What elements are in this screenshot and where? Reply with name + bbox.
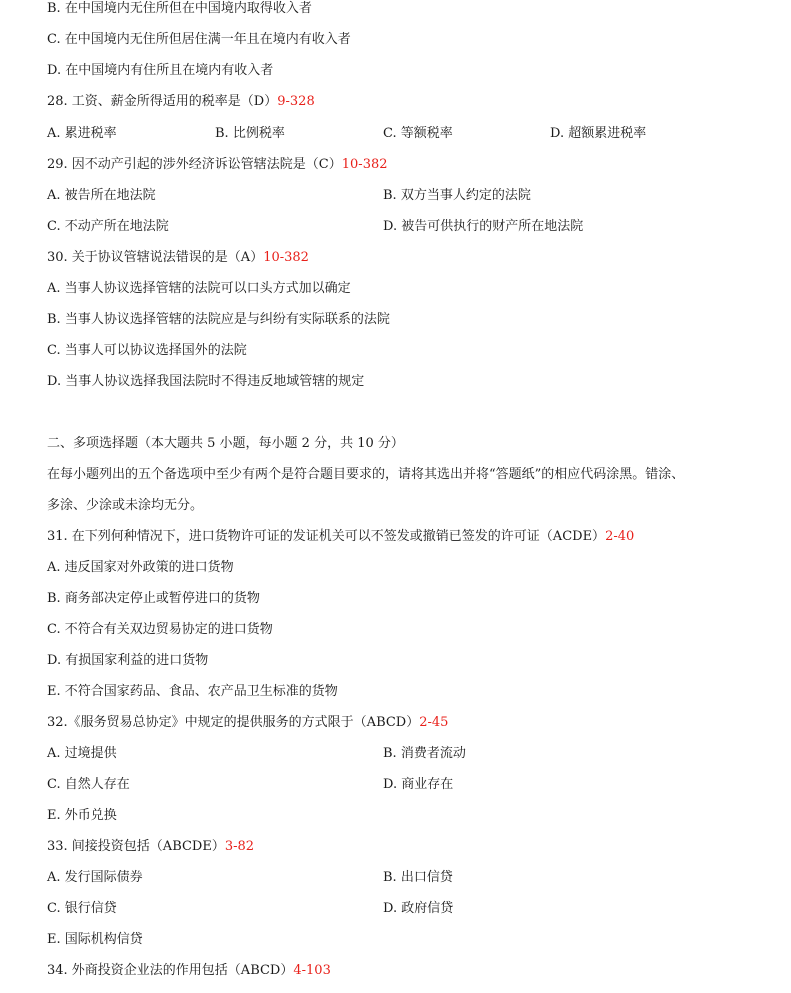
q27-option-c: C. 在中国境内无住所但居住满一年且在境内有收入者 — [47, 32, 351, 47]
q29-option-b: B. 双方当事人约定的法院 — [383, 188, 531, 203]
q28-question — [47, 93, 315, 111]
q31-option-b: B. 商务部决定停止或暂停进口的货物 — [47, 591, 260, 606]
q31-option-e: E. 不符合国家药品、食品、农产品卫生标准的货物 — [47, 684, 338, 699]
q33-option-b: B. 出口信贷 — [383, 870, 453, 885]
q30-option-c: C. 当事人可以协议选择国外的法院 — [47, 343, 247, 358]
q33-option-a: A. 发行国际债券 — [47, 870, 143, 885]
q28-stem: 28. 工资、薪金所得适用的税率是（D） — [47, 94, 278, 109]
q31-option-a: A. 违反国家对外政策的进口货物 — [47, 560, 234, 575]
q30-option-d: D. 当事人协议选择我国法院时不得违反地域管辖的规定 — [47, 374, 365, 389]
q31-ref: 2-40 — [605, 529, 635, 544]
q33-option-c: C. 银行信贷 — [47, 901, 117, 916]
q32-stem: 32.《服务贸易总协定》中规定的提供服务的方式限于（ABCD） — [47, 715, 420, 730]
q29-stem: 29. 因不动产引起的涉外经济诉讼管辖法院是（C） — [47, 157, 342, 172]
q28-ref: 9-328 — [277, 94, 315, 109]
q34-stem: 34. 外商投资企业法的作用包括（ABCD） — [47, 963, 294, 978]
q27-option-b: B. 在中国境内无住所但在中国境内取得收入者 — [47, 1, 312, 16]
q32-option-a: A. 过境提供 — [47, 746, 117, 761]
q31-option-c: C. 不符合有关双边贸易协定的进口货物 — [47, 622, 273, 637]
q34-question — [47, 962, 331, 980]
q32-question — [47, 714, 448, 732]
q29-question — [47, 156, 388, 174]
q33-question — [47, 838, 254, 856]
q30-ref: 10-382 — [263, 250, 309, 265]
q32-option-d: D. 商业存在 — [383, 777, 454, 792]
q28-option-b: B. 比例税率 — [215, 126, 285, 141]
q32-option-b: B. 消费者流动 — [383, 746, 466, 761]
q29-ref: 10-382 — [341, 157, 388, 172]
section2-heading: 二、多项选择题（本大题共 5 小题，每小题 2 分，共 10 分） — [47, 436, 404, 451]
q34-ref: 4-103 — [293, 963, 331, 978]
q28-option-c: C. 等额税率 — [383, 126, 453, 141]
q31-question — [47, 528, 634, 546]
q27-option-d: D. 在中国境内有住所且在境内有收入者 — [47, 63, 274, 78]
q29-option-c: C. 不动产所在地法院 — [47, 219, 169, 234]
q33-ref: 3-82 — [224, 839, 255, 854]
q28-option-d: D. 超额累进税率 — [550, 126, 647, 141]
q29-option-a: A. 被告所在地法院 — [47, 188, 156, 203]
q32-ref: 2-45 — [419, 715, 449, 730]
q30-option-a: A. 当事人协议选择管辖的法院可以口头方式加以确定 — [47, 281, 351, 296]
q32-option-c: C. 自然人存在 — [47, 777, 130, 792]
q31-option-d: D. 有损国家利益的进口货物 — [47, 653, 209, 668]
q33-option-e: E. 国际机构信贷 — [47, 932, 143, 947]
q30-question — [47, 249, 309, 267]
q32-option-e: E. 外币兑换 — [47, 808, 117, 823]
section2-instruction-1: 在每小题列出的五个备选项中至少有两个是符合题目要求的，请将其选出并将“答题纸”的相应代码涂黑。错涂、 — [47, 467, 685, 482]
section2-instruction-2: 多涂、少涂或未涂均无分。 — [47, 498, 204, 513]
q30-option-b: B. 当事人协议选择管辖的法院应是与纠纷有实际联系的法院 — [47, 312, 390, 327]
q33-option-d: D. 政府信贷 — [383, 901, 454, 916]
q30-stem: 30. 关于协议管辖说法错误的是（A） — [47, 250, 264, 265]
q31-stem: 31. 在下列何种情况下，进口货物许可证的发证机关可以不签发或撤销已签发的许可证（ACDE） — [47, 529, 606, 544]
q28-option-a: A. 累进税率 — [47, 126, 117, 141]
q29-option-d: D. 被告可供执行的财产所在地法院 — [383, 219, 584, 234]
q33-stem: 33. 间接投资包括（ABCDE） — [47, 839, 225, 854]
